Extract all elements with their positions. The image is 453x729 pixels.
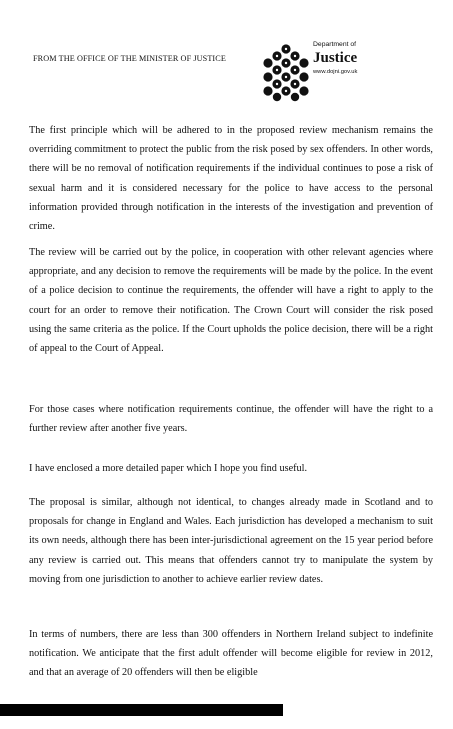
paragraph-further-review: For those cases where notification requirements continue, the offender will have the right to a further review after another five years. <box>29 404 433 435</box>
department-name: Justice <box>313 50 358 66</box>
department-website: www.dojni.gov.uk <box>313 69 358 75</box>
paragraph-enclosed-paper: I have enclosed a more detailed paper which I hope you find useful. <box>29 463 308 474</box>
letterhead <box>0 0 453 110</box>
from-office-line: FROM THE OFFICE OF THE MINISTER OF JUSTICE <box>33 54 226 63</box>
department-logo-icon <box>262 44 310 102</box>
department-of-label: Department of <box>313 41 357 48</box>
paragraph-review-process: The review will be carried out by the police, in cooperation with other relevant agencies where appropriate, and any decision to remove the requirements will be made by the police. In the event of a police decision to continue the requirements, the offender will have a right to apply to the court for an order to remove their notification. The Crown Court will consider the risk posed using the same criteria as the police. If the Court upholds the police decision, there will be a right of appeal to the Court of Appeal. <box>29 247 433 355</box>
department-name-block <box>313 41 433 76</box>
paragraph-jurisdictions: The proposal is similar, although not identical, to changes already made in Scotland and to proposals for change in England and Wales. Each jurisdiction has developed a mechanism to suit its own needs, although there has been inter-jurisdictional agreement on the 15 year period before any review is carried out. This means that offenders cannot try to manipulate the system by moving from one jurisdiction to another to achieve earlier review dates. <box>29 497 433 585</box>
paragraph-first-principle: The first principle which will be adhered to in the proposed review mechanism remains the overriding commitment to protect the public from the risk posed by sex offenders. In other words, there will be no removal of notification requirements if the individual continues to pose a risk of sexual harm and it is considered necessary for the police to have access to the personal information provided through notification in the interests of the investigation and prevention of crime. <box>29 125 433 233</box>
paragraph-numbers: In terms of numbers, there are less than 300 offenders in Northern Ireland subject to indefinite notification. We anticipate that the first adult offender will become eligible for review in 2012, and that an average of 20 offenders will then be eligible <box>29 629 433 679</box>
redaction-bar <box>0 704 283 716</box>
